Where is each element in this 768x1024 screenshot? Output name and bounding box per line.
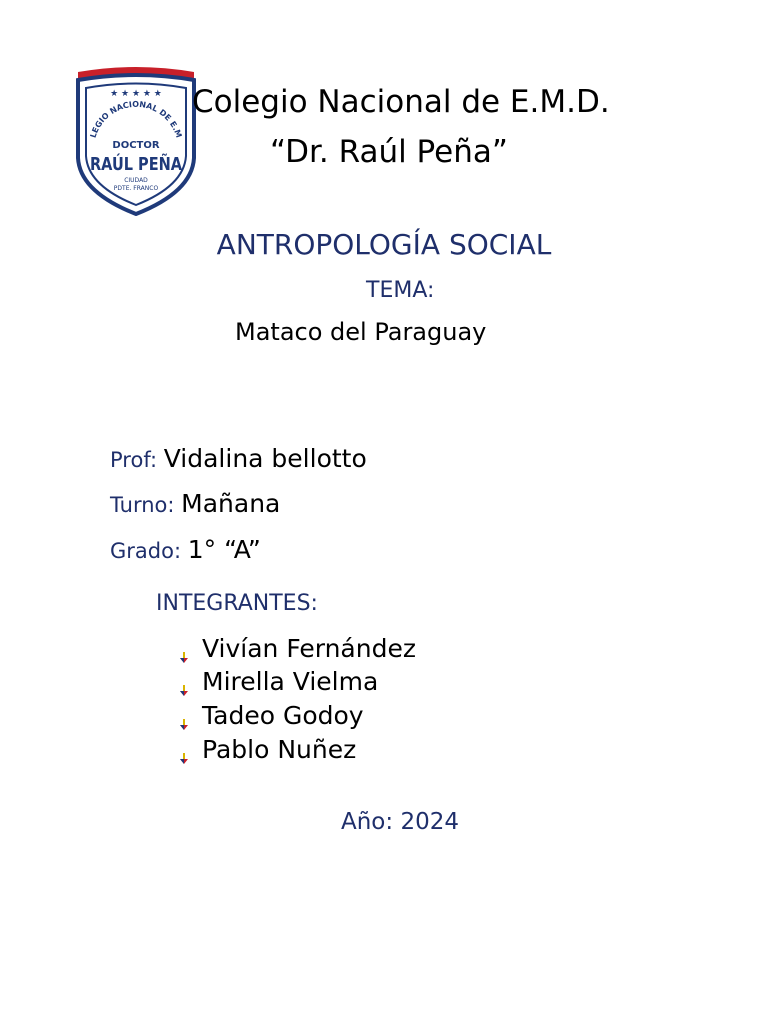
tema-label: TEMA: (366, 278, 435, 303)
subject-title: ANTROPOLOGÍA SOCIAL (216, 228, 552, 261)
field-grado-value: 1° “A” (187, 535, 261, 564)
field-turno-value: Mañana (181, 489, 281, 518)
arrow-bullet-icon (178, 708, 190, 722)
list-item (178, 701, 364, 730)
crest-arc-text: LEGIO NACIONAL DE E.M (88, 99, 184, 139)
school-name-line1: Colegio Nacional de E.M.D. (192, 84, 610, 120)
member-name: Pablo Nuñez (202, 735, 357, 764)
list-item (178, 735, 356, 764)
field-prof-value: Vidalina bellotto (163, 444, 367, 473)
arrow-bullet-icon (178, 674, 190, 688)
school-name-line2: “Dr. Raúl Peña” (270, 134, 508, 170)
field-grado (110, 535, 261, 564)
crest-stars: ★ ★ ★ ★ ★ (110, 89, 162, 99)
arrow-bullet-icon (178, 742, 190, 756)
list-item (178, 667, 378, 696)
field-grado-label: Grado: (110, 539, 182, 563)
field-prof (110, 444, 367, 473)
integrantes-heading: INTEGRANTES: (156, 591, 318, 616)
topic-title: Mataco del Paraguay (235, 318, 487, 346)
field-turno-label: Turno: (110, 493, 175, 517)
member-name: Vivían Fernández (202, 634, 416, 663)
field-turno (110, 489, 280, 518)
crest-title-big: RAÚL PEÑA (90, 154, 198, 175)
school-crest-logo (74, 66, 198, 216)
member-name: Mirella Vielma (202, 667, 379, 696)
crest-title-small: DOCTOR (112, 140, 160, 151)
crest-city1: CIUDAD (124, 177, 148, 184)
field-prof-label: Prof: (110, 448, 158, 472)
member-name: Tadeo Godoy (202, 701, 364, 730)
crest-city2: PDTE. FRANCO (113, 185, 159, 192)
list-item (178, 634, 416, 663)
arrow-bullet-icon (178, 641, 190, 655)
year-text: Año: 2024 (341, 809, 459, 835)
